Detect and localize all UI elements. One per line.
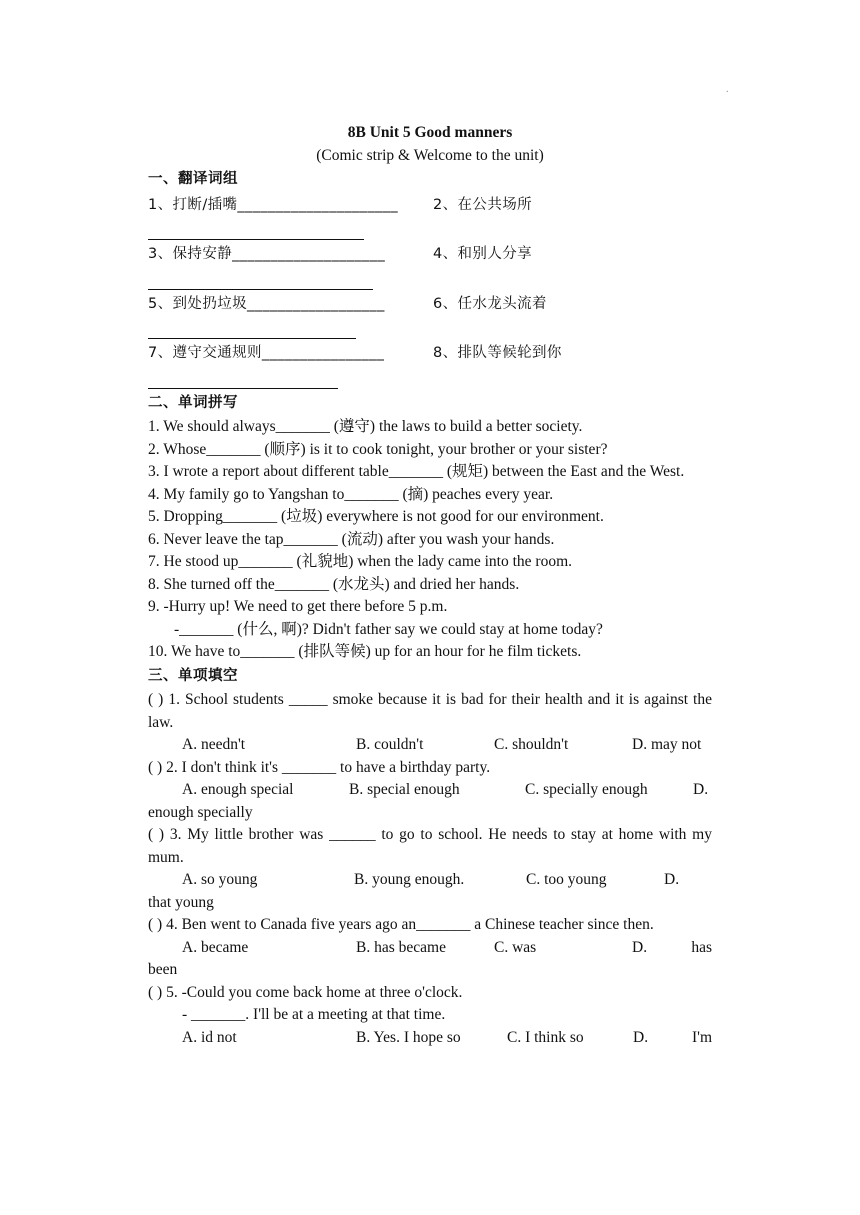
- mc-options-1: [148, 734, 712, 757]
- section-3-heading: 三、单项填空: [148, 667, 238, 684]
- mc-question-5: ( ) 5. -Could you come back home at three o'clock.: [148, 983, 463, 1001]
- option-a[interactable]: A. became: [182, 938, 249, 956]
- mc-question-1: ( ) 1. School students _____ smoke because it is bad for their health and it is against the law.: [148, 691, 712, 731]
- option-c[interactable]: C. I think so: [507, 1028, 584, 1046]
- option-d-word: I'm: [691, 1028, 712, 1046]
- option-a[interactable]: A. so young: [182, 871, 258, 888]
- phrase-6: 6、任水龙头流着: [433, 295, 547, 312]
- option-d[interactable]: D.: [693, 781, 709, 798]
- mc-options-5: [148, 1027, 712, 1050]
- option-d[interactable]: D.: [633, 1028, 649, 1046]
- option-a[interactable]: A. enough special: [182, 781, 294, 798]
- phrase-5: 5、到处扔垃圾__________________: [148, 295, 385, 312]
- spelling-item-7: 7. He stood up_______ (礼貌地) when the lady came into the room.: [148, 553, 573, 570]
- spelling-item-8: 8. She turned off the_______ (水龙头) and dried her hands.: [148, 575, 520, 593]
- phrase-4: 4、和别人分享: [433, 246, 533, 262]
- option-b[interactable]: B. special enough: [349, 781, 460, 798]
- option-b[interactable]: B. has became: [356, 938, 446, 956]
- mc-question-5-reply: - _______. I'll be at a meeting at that time.: [182, 1006, 446, 1023]
- option-d-word: has: [691, 938, 712, 956]
- mc-question-4: ( ) 4. Ben went to Canada five years ago an_______ a Chinese teacher since then.: [148, 916, 654, 933]
- option-d-text: that young: [148, 893, 214, 911]
- option-c[interactable]: C. specially enough: [525, 781, 648, 798]
- page-subtitle: (Comic strip & Welcome to the unit): [316, 146, 544, 164]
- spelling-item-9-reply: -_______ (什么, 啊)? Didn't father say we could stay at home today?: [174, 620, 603, 638]
- spelling-item-5: 5. Dropping_______ (垃圾) everywhere is not good for our environment.: [148, 508, 604, 525]
- option-a[interactable]: A. id not: [182, 1028, 237, 1046]
- section-1-heading: 一、翻译词组: [148, 171, 238, 187]
- worksheet: [148, 122, 712, 1049]
- phrase-row: [148, 341, 712, 365]
- mc-options-4: [148, 937, 712, 960]
- page-title: 8B Unit 5 Good manners: [347, 124, 513, 141]
- option-b[interactable]: B. Yes. I hope so: [356, 1028, 461, 1046]
- phrase-1: 1、打断/插嘴_____________________: [148, 196, 399, 213]
- phrase-row: [148, 292, 712, 316]
- spelling-item-9: 9. -Hurry up! We need to get there before 5 p.m.: [148, 598, 448, 615]
- option-d[interactable]: D.: [632, 938, 648, 956]
- spelling-item-4: 4. My family go to Yangshan to_______ (摘) peaches every year.: [148, 485, 554, 503]
- option-c[interactable]: C. too young: [526, 871, 607, 888]
- phrase-row: [148, 242, 712, 266]
- option-a[interactable]: A. needn't: [182, 736, 246, 753]
- option-b[interactable]: B. couldn't: [356, 736, 424, 753]
- spelling-item-1: 1. We should always_______ (遵守) the laws to build a better society.: [148, 418, 583, 435]
- mc-options-3: [148, 869, 712, 892]
- corner-mark: .: [726, 84, 729, 95]
- phrase-row: [148, 193, 712, 217]
- spelling-item-10: 10. We have to_______ (排队等候) up for an hour for he film tickets.: [148, 643, 582, 660]
- option-d[interactable]: D. may not: [632, 736, 702, 753]
- option-d-text: been: [148, 961, 178, 978]
- answer-line[interactable]: [148, 316, 356, 340]
- spelling-item-2: 2. Whose_______ (顺序) is it to cook tonight, your brother or your sister?: [148, 440, 608, 458]
- mc-options-2: [148, 779, 712, 802]
- mc-question-3: ( ) 3. My little brother was ______ to go to school. He needs to stay at home with my mum.: [148, 826, 712, 866]
- mc-question-2: ( ) 2. I don't think it's _______ to have a birthday party.: [148, 758, 491, 776]
- option-b[interactable]: B. young enough.: [354, 871, 465, 888]
- answer-line[interactable]: [148, 365, 338, 389]
- phrase-3: 3、保持安静____________________: [148, 246, 386, 262]
- phrase-7: 7、遵守交通规则________________: [148, 345, 385, 361]
- phrase-2: 2、在公共场所: [433, 196, 533, 213]
- spelling-item-3: 3. I wrote a report about different table_______ (规矩) between the East and the West.: [148, 463, 685, 480]
- answer-line[interactable]: [148, 217, 364, 241]
- answer-line[interactable]: [148, 266, 373, 290]
- section-2-heading: 二、单词拼写: [148, 394, 238, 411]
- phrase-8: 8、排队等候轮到你: [433, 345, 562, 361]
- option-d-text: enough specially: [148, 803, 253, 821]
- spelling-item-6: 6. Never leave the tap_______ (流动) after you wash your hands.: [148, 530, 555, 548]
- option-c[interactable]: C. shouldn't: [494, 736, 569, 753]
- option-d[interactable]: D.: [664, 871, 680, 888]
- option-c[interactable]: C. was: [494, 938, 537, 956]
